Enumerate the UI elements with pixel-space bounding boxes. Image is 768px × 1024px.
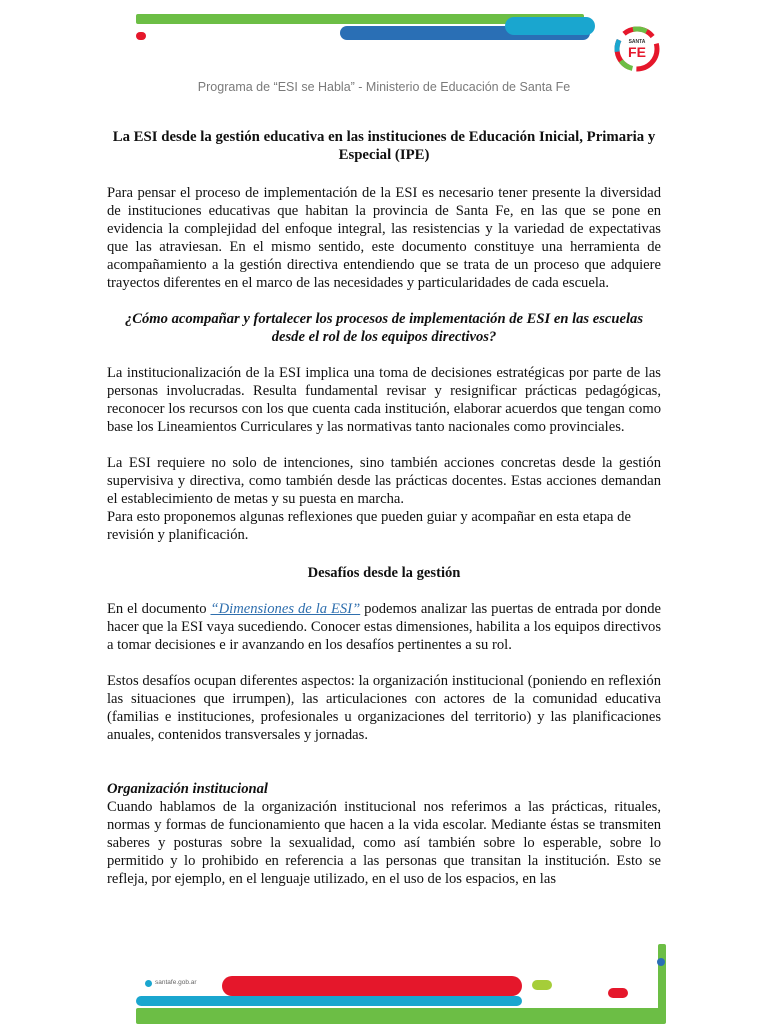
subheading-organizacion: Organización institucional <box>107 781 268 797</box>
dimensiones-esi-link[interactable]: “Dimensiones de la ESI” <box>210 601 361 617</box>
footer-green-bar <box>136 1008 662 1024</box>
footer-green-vbar <box>658 944 666 1024</box>
intro-paragraph: Para pensar el proceso de implementación de la ESI es necesario tener presente la diversidad de instituciones educativas que habitan la provincia de Santa Fe, en las que se pone en evidencia la complejidad del enfoque integral, las resistencias y la variedad de expectativas que las atraviesan. En el mismo sentido, este documento constituye una herramienta de acompañamiento a la gestión directiva entendiendo que se trata de un proceso que adquiere trayectos diferentes en el marco de las necesidades y particularidades de cada escuela. <box>107 185 661 291</box>
santa-fe-logo <box>612 24 662 72</box>
document-body <box>107 128 661 888</box>
paragraph-dimensiones-prefix: En el documento <box>107 601 211 617</box>
footer-url: santafe.gob.ar <box>155 979 197 986</box>
logo-text-fe: FE <box>628 44 646 60</box>
logo-text-santa: SANTA <box>628 39 646 45</box>
paragraph-dimensiones <box>107 600 661 654</box>
paragraph-organizacion: Cuando hablamos de la organización institucional nos referimos a las prácticas, rituales, normas y formas de funcionamiento que hacen a la vida escolar. Mediante éstas se transmiten saberes y posturas sobre la sexualidad, como así también sobre lo esperable, sobre lo permitido y lo prohibido en referencia a las personas que transitan la institución. Esto se refleja, por ejemplo, en el lenguaje utilizado, en el uso de los espacios, en las <box>107 799 661 887</box>
document-title: La ESI desde la gestión educativa en las instituciones de Educación Inicial, Primaria y Especial (IPE) <box>112 129 656 163</box>
heading-desafios: Desafíos desde la gestión <box>307 565 461 581</box>
footer-lime-dot <box>532 980 552 990</box>
footer-cyan-dot <box>145 980 152 987</box>
footer-red-bar <box>222 976 522 996</box>
footer-cyan-bar <box>136 996 522 1006</box>
footer-red-dot <box>608 988 628 998</box>
paragraph-requiere-acciones: La ESI requiere no solo de intenciones, sino también acciones concretas desde la gestión supervisiva y directiva, como también desde las prácticas docentes. Estas acciones demandan el establecimiento de metas y su puesta en marcha. <box>107 455 661 507</box>
paragraph-reflexiones: Para esto proponemos algunas reflexiones que pueden guiar y acompañar en esta etapa de revisión y planificación. <box>107 509 631 543</box>
guiding-question: ¿Cómo acompañar y fortalecer los procesos de implementación de ESI en las escuelas desde el rol de los equipos directivos? <box>124 311 644 345</box>
header-red-dot <box>136 32 146 40</box>
header-cyan-bar <box>505 17 595 35</box>
footer-blue-dot <box>657 958 665 966</box>
paragraph-institucionalizacion: La institucionalización de la ESI implica una toma de decisiones estratégicas por parte de las personas involucradas. Resulta fundamental revisar y resignificar prácticas pedagógicas, reconocer los recursos con los que cuenta cada institución, elaborar acuerdos que tengan como base los Lineamientos Curriculares y las normativas tanto nacionales como provinciales. <box>107 365 661 435</box>
paragraph-aspectos: Estos desafíos ocupan diferentes aspectos: la organización institucional (poniendo en reflexión las situaciones que irrumpen), las articulaciones con actores de la comunidad educativa (familias e instituciones, profesionales u organizaciones del territorio) y las planificaciones anuales, contenidos transversales y jornadas. <box>107 673 661 743</box>
paragraph-dimensiones-suffix: podemos analizar las puertas de entrada por donde hacer que la ESI vaya sucediendo. Conocer estas dimensiones, habilita a los equipos directivos a tomar decisiones e ir avanzando en los desafíos pertinentes a su rol. <box>107 601 661 653</box>
program-header: Programa de “ESI se Habla” - Ministerio de Educación de Santa Fe <box>197 80 571 94</box>
